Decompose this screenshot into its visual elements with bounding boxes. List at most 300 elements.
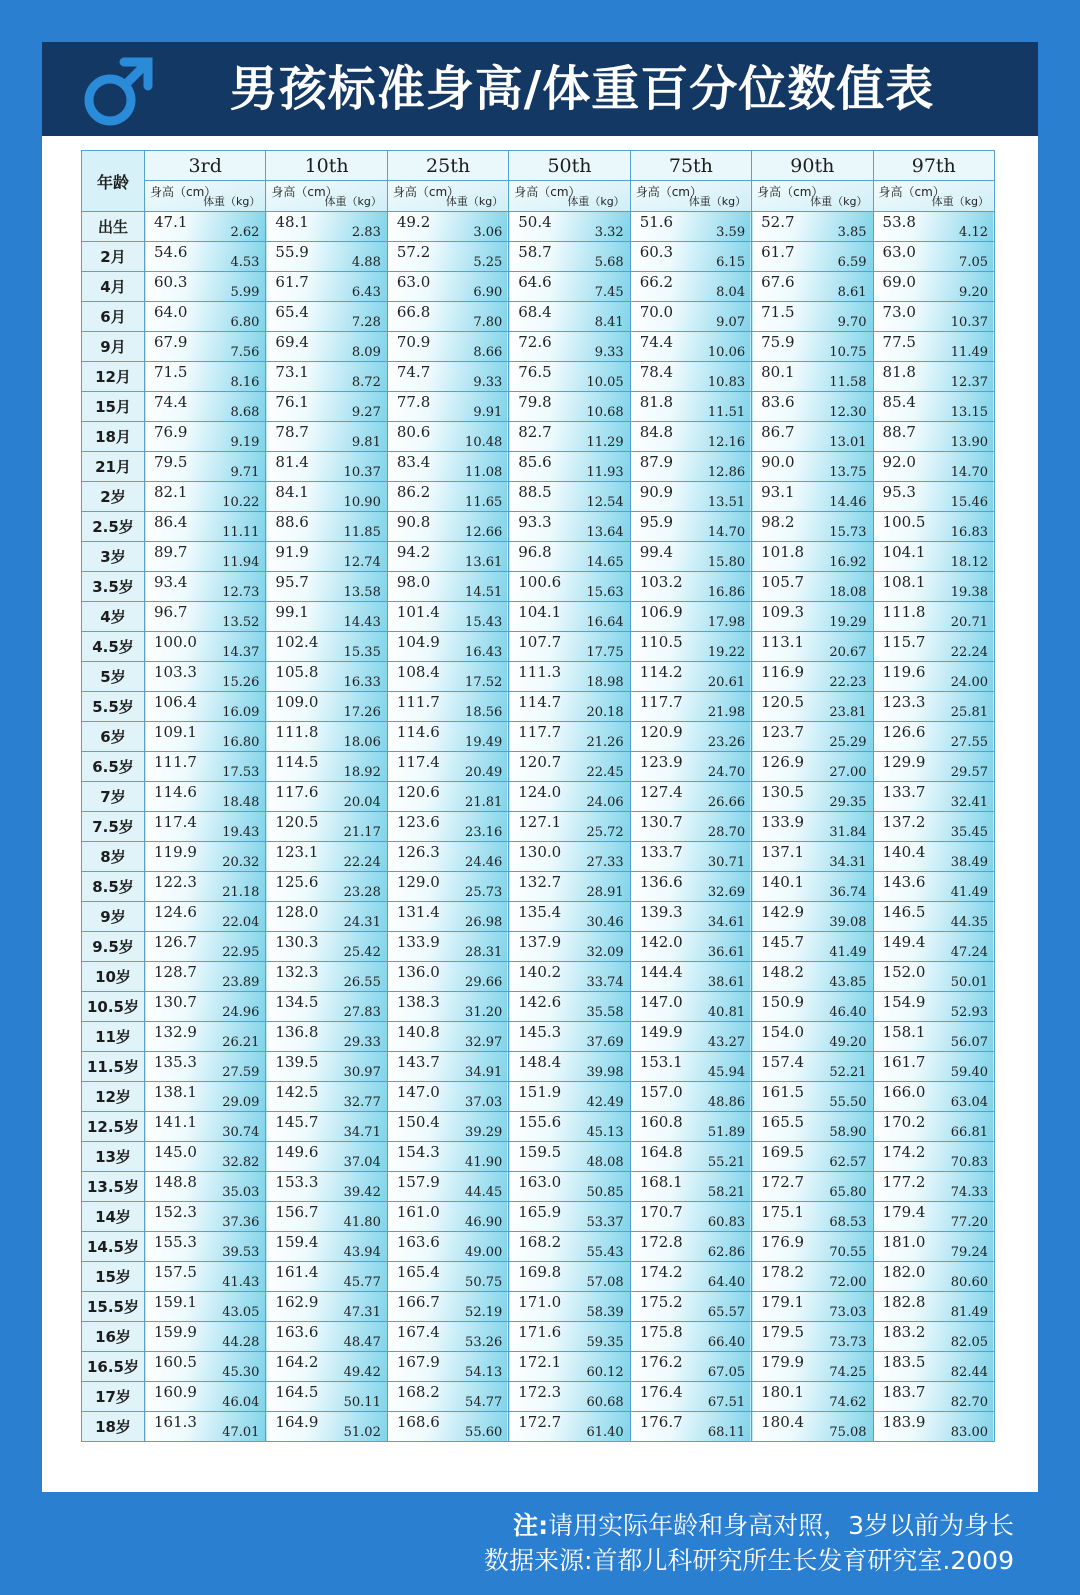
height-value: 72.6 (518, 333, 552, 351)
weight-value: 79.24 (950, 1245, 988, 1260)
value-cell (873, 572, 994, 602)
weight-value: 21.98 (707, 705, 746, 720)
height-value: 183.5 (882, 1353, 926, 1371)
value-cell (873, 392, 994, 422)
value-cell (145, 1412, 266, 1442)
height-value: 89.7 (154, 543, 188, 561)
weight-value: 17.53 (222, 765, 260, 780)
weight-value: 37.36 (222, 1215, 260, 1230)
height-value: 52.7 (761, 213, 795, 231)
weight-value: 52.93 (950, 1005, 988, 1020)
value-cell (145, 422, 266, 452)
weight-value: 8.16 (230, 375, 260, 390)
value-cell (266, 662, 387, 692)
weight-value: 55.60 (465, 1425, 503, 1440)
value-cell (752, 242, 873, 272)
height-value: 82.7 (518, 423, 552, 441)
weight-value: 11.08 (465, 465, 503, 480)
weight-value: 82.70 (950, 1395, 988, 1410)
value-cell (145, 1232, 266, 1262)
age-cell: 2月 (82, 242, 145, 272)
height-value: 117.7 (518, 723, 562, 741)
weight-value: 27.55 (950, 735, 988, 750)
height-value: 179.4 (882, 1203, 926, 1221)
height-value: 78.4 (639, 363, 674, 381)
weight-value: 25.29 (829, 735, 867, 750)
age-cell: 6.5岁 (82, 752, 145, 782)
height-value: 86.2 (396, 483, 431, 501)
height-value: 168.2 (396, 1383, 440, 1401)
height-value: 70.0 (639, 303, 674, 321)
height-value: 114.6 (396, 723, 440, 741)
value-cell (266, 212, 387, 242)
value-cell (752, 452, 873, 482)
weight-value: 16.64 (586, 615, 624, 630)
height-value: 182.0 (882, 1263, 926, 1281)
height-value: 113.1 (761, 633, 805, 651)
weight-value: 8.04 (716, 285, 746, 300)
value-cell (145, 1142, 266, 1172)
weight-value: 18.48 (222, 795, 260, 810)
age-cell: 14.5岁 (82, 1232, 145, 1262)
weight-value: 9.91 (473, 405, 503, 420)
weight-value: 56.07 (950, 1035, 988, 1050)
table-row (82, 1232, 995, 1262)
value-cell (630, 542, 751, 572)
height-value: 120.5 (275, 813, 319, 831)
table-row (82, 212, 995, 242)
height-value: 166.7 (396, 1293, 440, 1311)
table-row (82, 1052, 995, 1082)
value-cell (873, 1022, 994, 1052)
value-cell (630, 962, 751, 992)
value-cell (752, 1202, 873, 1232)
age-cell: 7.5岁 (82, 812, 145, 842)
value-cell (509, 872, 630, 902)
value-cell (387, 872, 508, 902)
value-cell (145, 1262, 266, 1292)
height-value: 130.5 (761, 783, 805, 801)
weight-value: 23.89 (222, 975, 260, 990)
value-cell (752, 632, 873, 662)
value-cell (266, 452, 387, 482)
weight-value: 14.51 (465, 585, 503, 600)
weight-value: 51.02 (343, 1425, 381, 1440)
height-value: 86.4 (154, 513, 188, 531)
weight-value: 26.55 (343, 975, 381, 990)
height-value: 74.7 (396, 363, 431, 381)
value-cell (387, 1412, 508, 1442)
weight-value: 27.00 (829, 765, 867, 780)
weight-value: 55.43 (586, 1245, 624, 1260)
value-cell (509, 452, 630, 482)
value-cell (752, 872, 873, 902)
height-value: 90.9 (639, 483, 674, 501)
height-value: 153.1 (639, 1053, 683, 1071)
height-value: 117.7 (639, 693, 683, 711)
value-cell (630, 1292, 751, 1322)
value-cell (266, 1322, 387, 1352)
height-value: 179.9 (761, 1353, 805, 1371)
value-cell (630, 302, 751, 332)
value-cell (266, 962, 387, 992)
weight-value: 6.43 (351, 285, 381, 300)
age-cell: 11.5岁 (82, 1052, 145, 1082)
height-value: 176.4 (639, 1383, 683, 1401)
height-value: 163.0 (518, 1173, 562, 1191)
weight-value: 15.46 (950, 495, 988, 510)
value-cell (752, 1292, 873, 1322)
weight-value: 10.75 (829, 345, 867, 360)
unit-header (630, 181, 751, 212)
value-cell (145, 1322, 266, 1352)
value-cell (145, 572, 266, 602)
weight-value: 15.73 (829, 525, 867, 540)
table-row (82, 692, 995, 722)
value-cell (752, 962, 873, 992)
value-cell (630, 392, 751, 422)
height-value: 70.9 (396, 333, 431, 351)
value-cell (509, 722, 630, 752)
height-value: 109.3 (761, 603, 805, 621)
weight-value: 20.04 (343, 795, 381, 810)
weight-value: 70.55 (829, 1245, 867, 1260)
weight-value: 12.86 (707, 465, 746, 480)
weight-value: 13.01 (829, 435, 867, 450)
value-cell (630, 362, 751, 392)
height-value: 155.3 (154, 1233, 197, 1251)
height-value: 67.6 (761, 273, 795, 291)
age-cell: 6月 (82, 302, 145, 332)
height-value: 87.9 (639, 453, 674, 471)
height-value: 117.4 (396, 753, 440, 771)
height-value: 146.5 (882, 903, 926, 921)
height-value: 96.7 (154, 603, 188, 621)
height-value: 157.5 (154, 1263, 197, 1281)
height-value: 151.9 (518, 1083, 562, 1101)
value-cell (387, 1112, 508, 1142)
height-value: 69.4 (275, 333, 309, 351)
weight-value: 65.80 (829, 1185, 867, 1200)
value-cell (387, 392, 508, 422)
weight-value: 4.53 (230, 255, 260, 270)
title-bar (42, 42, 1038, 136)
height-value: 134.5 (275, 993, 319, 1011)
height-value: 60.3 (639, 243, 674, 261)
height-value: 130.0 (518, 843, 562, 861)
weight-value: 41.49 (950, 885, 988, 900)
age-cell: 14岁 (82, 1202, 145, 1232)
value-cell (145, 272, 266, 302)
weight-value: 34.91 (465, 1065, 503, 1080)
age-column-header: 年龄 (82, 151, 145, 212)
value-cell (630, 602, 751, 632)
height-value: 158.1 (882, 1023, 926, 1041)
weight-value: 61.40 (586, 1425, 624, 1440)
value-cell (873, 752, 994, 782)
height-value: 67.9 (154, 333, 188, 351)
weight-value: 39.29 (465, 1125, 503, 1140)
value-cell (630, 1022, 751, 1052)
value-cell (266, 1412, 387, 1442)
value-cell (630, 1142, 751, 1172)
value-cell (752, 512, 873, 542)
height-value: 129.9 (882, 753, 926, 771)
table-row (82, 482, 995, 512)
weight-value: 45.13 (586, 1125, 624, 1140)
height-value: 76.1 (275, 393, 309, 411)
value-cell (752, 1262, 873, 1292)
weight-value: 9.33 (473, 375, 503, 390)
height-value: 107.7 (518, 633, 562, 651)
weight-value: 17.52 (465, 675, 503, 690)
height-value: 140.4 (882, 843, 926, 861)
value-cell (387, 992, 508, 1022)
height-value: 137.2 (882, 813, 926, 831)
value-cell (387, 1202, 508, 1232)
weight-value: 29.57 (950, 765, 988, 780)
weight-value: 66.81 (950, 1125, 988, 1140)
value-cell (752, 722, 873, 752)
height-value: 61.7 (761, 243, 795, 261)
table-row (82, 962, 995, 992)
weight-value: 53.26 (465, 1335, 503, 1350)
height-value: 65.4 (275, 303, 309, 321)
weight-value: 44.35 (950, 915, 988, 930)
value-cell (873, 992, 994, 1022)
height-value: 166.0 (882, 1083, 926, 1101)
height-value: 142.5 (275, 1083, 319, 1101)
table-row (82, 272, 995, 302)
value-cell (145, 992, 266, 1022)
weight-value: 20.32 (222, 855, 260, 870)
weight-value: 8.68 (230, 405, 260, 420)
value-cell (387, 1262, 508, 1292)
weight-value: 32.97 (465, 1035, 503, 1050)
value-cell (509, 482, 630, 512)
height-value: 64.0 (154, 303, 188, 321)
height-value: 168.6 (396, 1413, 440, 1431)
height-value: 106.4 (154, 693, 197, 711)
height-value: 144.4 (639, 963, 683, 981)
value-cell (873, 1412, 994, 1442)
weight-value: 20.71 (950, 615, 988, 630)
table-row (82, 1082, 995, 1112)
unit-header (509, 181, 630, 212)
value-cell (509, 242, 630, 272)
value-cell (387, 812, 508, 842)
height-value: 64.6 (518, 273, 552, 291)
value-cell (145, 782, 266, 812)
value-cell (266, 422, 387, 452)
weight-value: 50.11 (343, 1395, 381, 1410)
weight-value: 7.45 (594, 285, 624, 300)
value-cell (509, 1232, 630, 1262)
table-row (82, 992, 995, 1022)
age-cell: 8岁 (82, 842, 145, 872)
value-cell (752, 1052, 873, 1082)
value-cell (145, 512, 266, 542)
weight-value: 23.28 (343, 885, 381, 900)
percentile-header: 10th (266, 151, 387, 181)
weight-value: 14.37 (222, 645, 260, 660)
height-value: 133.9 (396, 933, 440, 951)
weight-value: 19.22 (707, 645, 746, 660)
age-cell: 12岁 (82, 1082, 145, 1112)
height-value: 163.6 (275, 1323, 319, 1341)
weight-value: 32.09 (586, 945, 624, 960)
value-cell (266, 602, 387, 632)
height-value: 150.4 (396, 1113, 440, 1131)
height-value: 74.4 (639, 333, 674, 351)
unit-header (266, 181, 387, 212)
value-cell (873, 812, 994, 842)
value-cell (509, 302, 630, 332)
value-cell (509, 812, 630, 842)
age-cell: 13.5岁 (82, 1172, 145, 1202)
weight-value: 73.03 (829, 1305, 867, 1320)
weight-value: 13.58 (343, 585, 381, 600)
value-cell (752, 842, 873, 872)
weight-value: 10.48 (465, 435, 503, 450)
value-cell (873, 902, 994, 932)
weight-value: 16.43 (465, 645, 503, 660)
height-value: 126.7 (154, 933, 197, 951)
weight-unit-label: 体重（kg） (445, 195, 504, 208)
height-value: 80.6 (396, 423, 431, 441)
value-cell (752, 662, 873, 692)
weight-value: 34.71 (343, 1125, 381, 1140)
weight-value: 8.72 (351, 375, 381, 390)
weight-value: 6.90 (473, 285, 503, 300)
value-cell (266, 812, 387, 842)
height-value: 137.1 (761, 843, 805, 861)
height-value: 160.8 (639, 1113, 683, 1131)
height-value: 179.1 (761, 1293, 805, 1311)
value-cell (630, 722, 751, 752)
weight-unit-label: 体重（kg） (567, 195, 625, 208)
height-value: 123.9 (639, 753, 683, 771)
value-cell (509, 1352, 630, 1382)
height-value: 159.9 (154, 1323, 197, 1341)
value-cell (630, 1082, 751, 1112)
weight-value: 35.03 (222, 1185, 260, 1200)
height-value: 83.4 (396, 453, 431, 471)
height-value: 79.8 (518, 393, 552, 411)
height-value: 161.4 (275, 1263, 319, 1281)
height-value: 93.4 (154, 573, 188, 591)
height-value: 147.0 (639, 993, 683, 1011)
weight-value: 32.77 (343, 1095, 381, 1110)
value-cell (145, 1292, 266, 1322)
weight-value: 9.20 (959, 285, 988, 300)
value-cell (145, 302, 266, 332)
height-value: 84.1 (275, 483, 309, 501)
height-value: 147.0 (396, 1083, 440, 1101)
height-value: 172.7 (518, 1413, 562, 1431)
percentile-header: 25th (387, 151, 508, 181)
weight-value: 32.41 (950, 795, 988, 810)
value-cell (509, 1052, 630, 1082)
value-cell (873, 422, 994, 452)
weight-value: 50.01 (950, 975, 988, 990)
weight-value: 60.68 (586, 1395, 624, 1410)
value-cell (630, 1352, 751, 1382)
weight-value: 9.33 (594, 345, 624, 360)
value-cell (752, 1322, 873, 1352)
weight-value: 49.42 (343, 1365, 381, 1380)
value-cell (387, 632, 508, 662)
table-row (82, 902, 995, 932)
age-cell: 17岁 (82, 1382, 145, 1412)
weight-value: 23.81 (829, 705, 867, 720)
value-cell (873, 212, 994, 242)
weight-value: 22.45 (586, 765, 624, 780)
value-cell (266, 1052, 387, 1082)
weight-value: 22.95 (222, 945, 260, 960)
age-cell: 16岁 (82, 1322, 145, 1352)
value-cell (873, 1052, 994, 1082)
weight-value: 20.49 (465, 765, 503, 780)
value-cell (145, 482, 266, 512)
height-value: 74.4 (154, 393, 188, 411)
height-value: 101.4 (396, 603, 440, 621)
weight-value: 72.00 (829, 1275, 867, 1290)
height-value: 172.7 (761, 1173, 805, 1191)
value-cell (266, 1352, 387, 1382)
value-cell (630, 1262, 751, 1292)
value-cell (266, 1022, 387, 1052)
value-cell (630, 812, 751, 842)
height-value: 111.7 (396, 693, 440, 711)
value-cell (509, 332, 630, 362)
weight-value: 51.89 (707, 1125, 746, 1140)
height-value: 170.7 (639, 1203, 683, 1221)
weight-value: 58.21 (707, 1185, 746, 1200)
height-value: 127.1 (518, 813, 562, 831)
weight-value: 60.83 (707, 1215, 746, 1230)
height-value: 124.6 (154, 903, 197, 921)
height-value: 132.9 (154, 1023, 197, 1041)
unit-header (752, 181, 873, 212)
value-cell (266, 392, 387, 422)
weight-value: 18.92 (343, 765, 381, 780)
value-cell (873, 662, 994, 692)
table-row (82, 1352, 995, 1382)
weight-value: 14.43 (343, 615, 381, 630)
weight-value: 6.15 (716, 255, 746, 270)
value-cell (387, 1052, 508, 1082)
value-cell (509, 632, 630, 662)
weight-value: 10.90 (343, 495, 381, 510)
weight-value: 66.40 (707, 1335, 746, 1350)
weight-value: 13.51 (707, 495, 746, 510)
height-value: 63.0 (882, 243, 916, 261)
weight-value: 41.49 (829, 945, 867, 960)
height-value: 98.0 (396, 573, 431, 591)
value-cell (266, 1202, 387, 1232)
age-cell: 13岁 (82, 1142, 145, 1172)
height-value: 165.9 (518, 1203, 562, 1221)
age-cell: 8.5岁 (82, 872, 145, 902)
weight-value: 30.71 (707, 855, 746, 870)
value-cell (752, 1112, 873, 1142)
table-row (82, 662, 995, 692)
age-cell: 9岁 (82, 902, 145, 932)
weight-value: 24.00 (950, 675, 988, 690)
height-value: 154.0 (761, 1023, 805, 1041)
age-cell: 10.5岁 (82, 992, 145, 1022)
